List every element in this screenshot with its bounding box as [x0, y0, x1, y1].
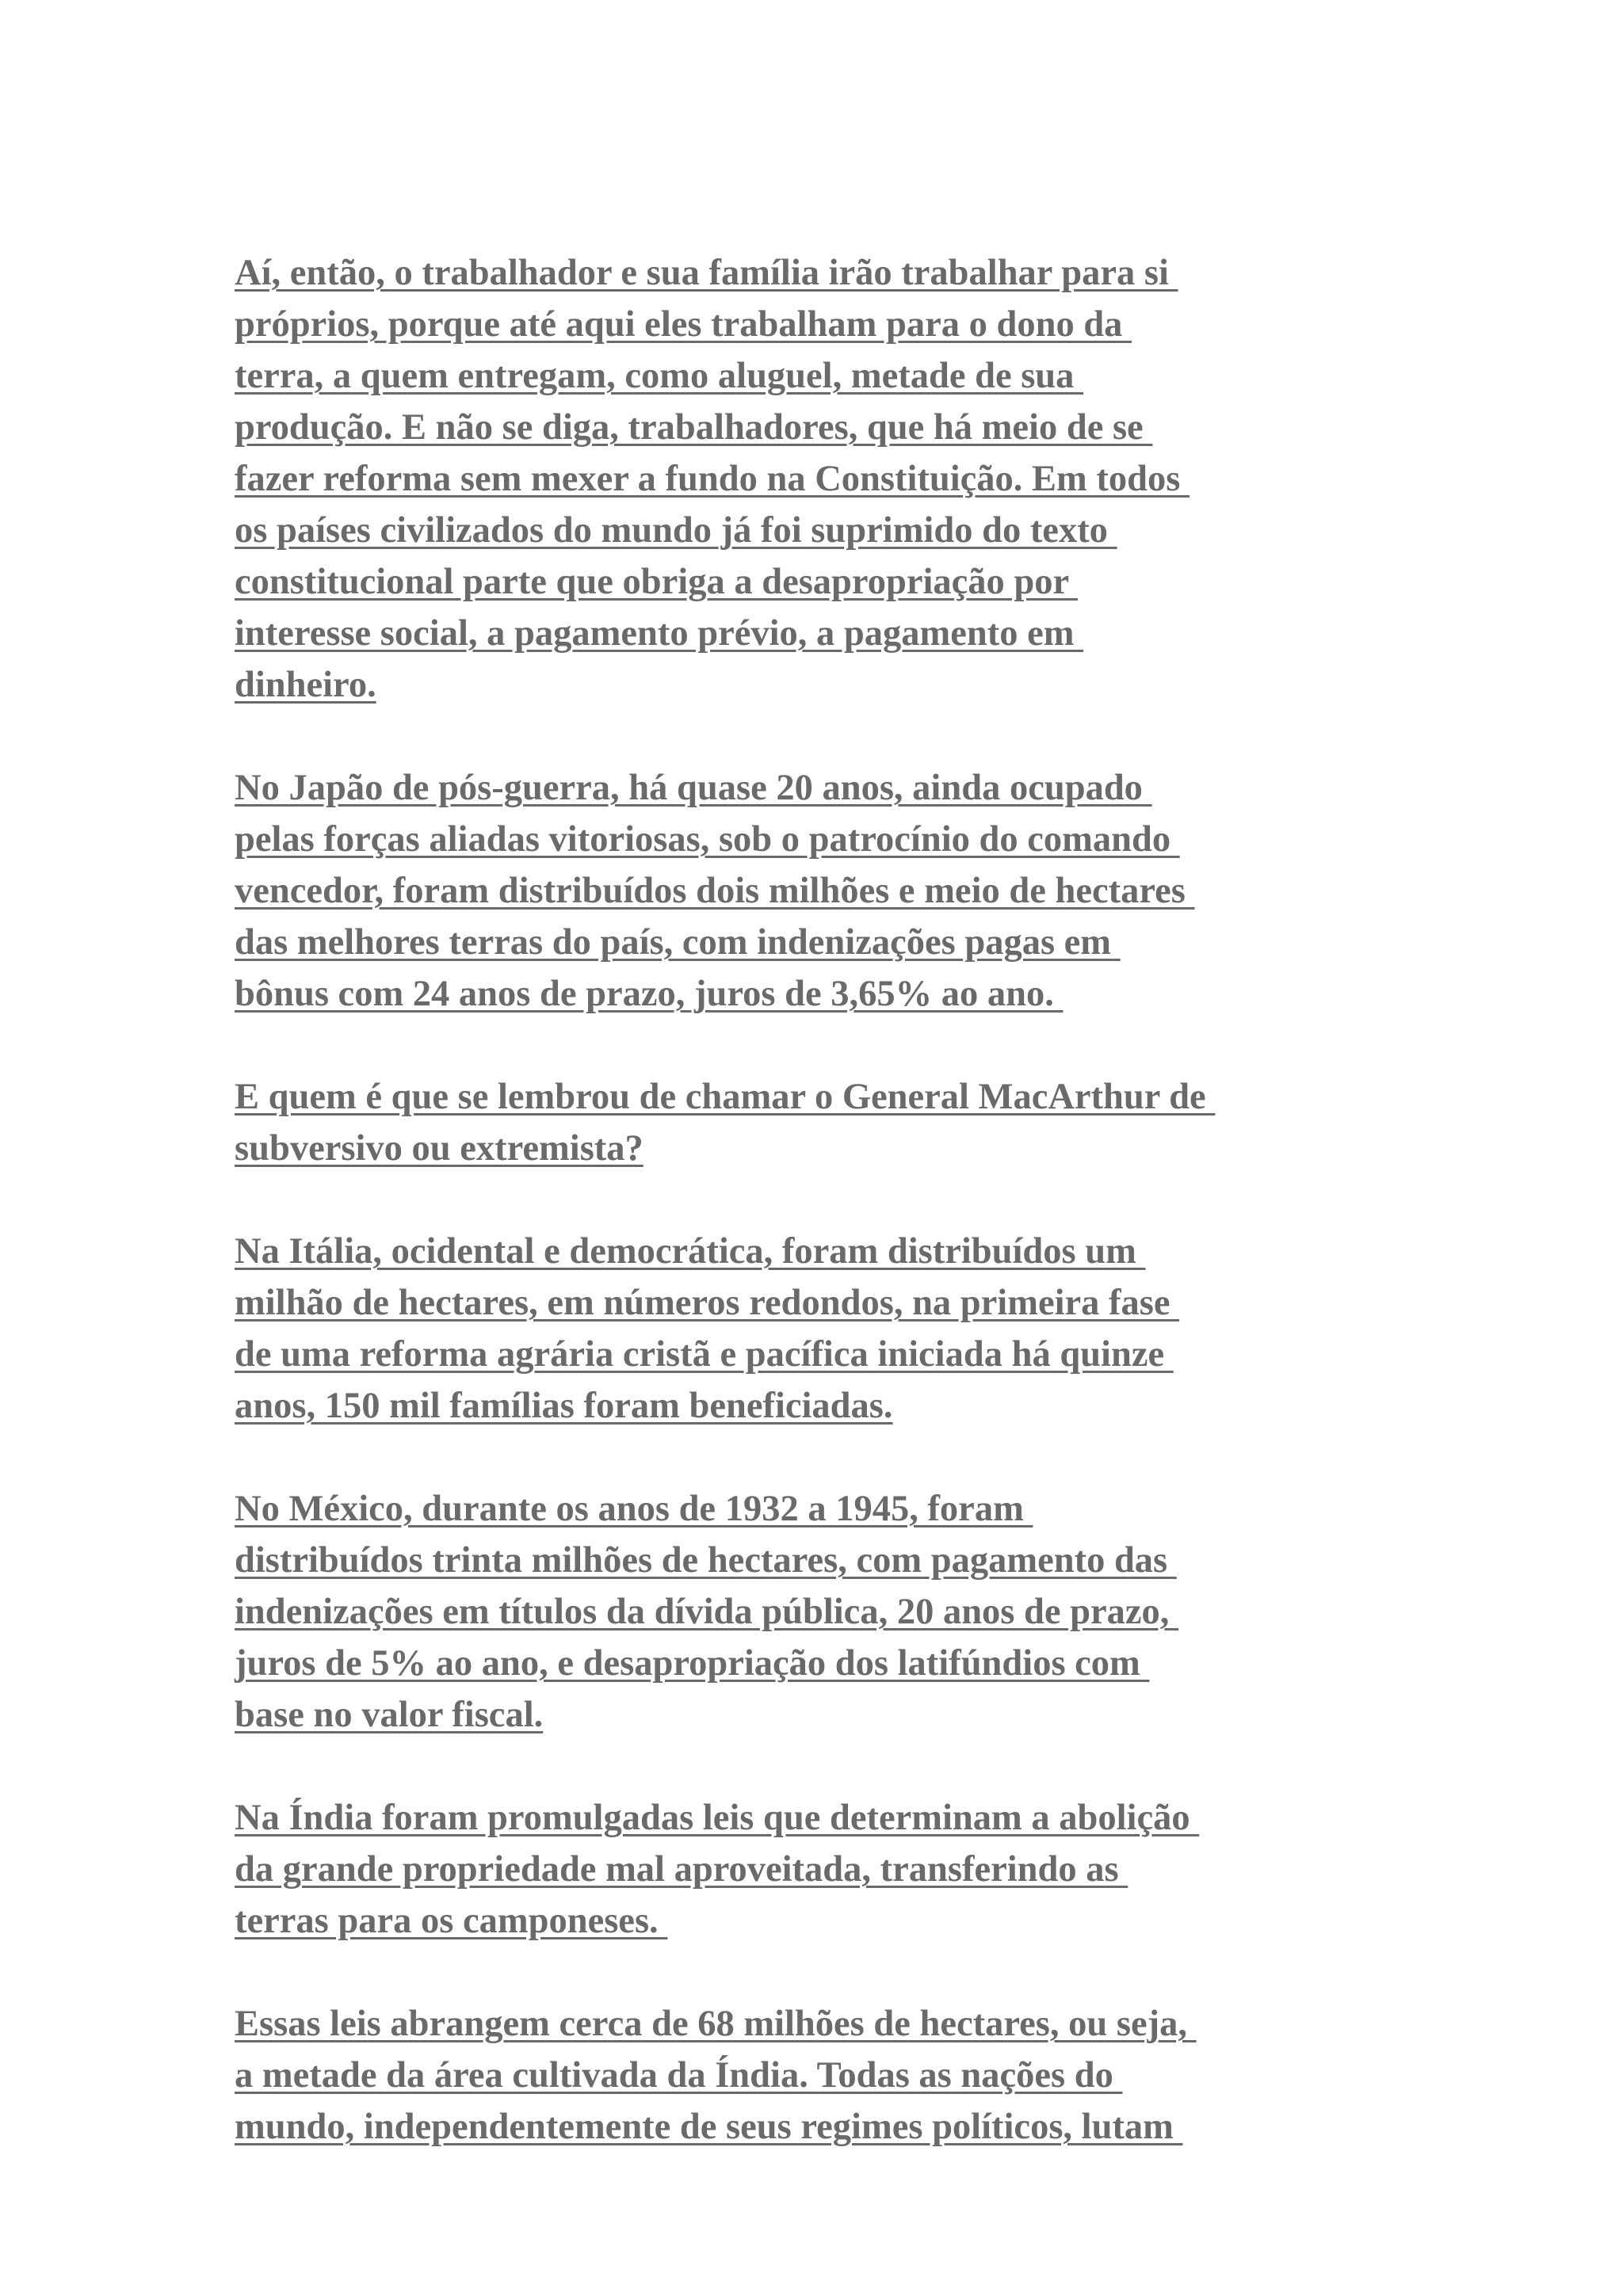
text-line: No México, durante os anos de 1932 a 1945, foram — [235, 1489, 1033, 1529]
text-line: da grande propriedade mal aproveitada, transferindo as — [235, 1849, 1128, 1890]
text-line: pelas forças aliadas vitoriosas, sob o patrocínio do comando — [235, 819, 1180, 860]
paragraph-6 — [235, 1792, 1407, 1947]
text-line: No Japão de pós-guerra, há quase 20 anos, ainda ocupado — [235, 768, 1152, 808]
text-line: próprios, porque até aqui eles trabalham para o dono da — [235, 304, 1132, 345]
text-line: de uma reforma agrária cristã e pacífica iniciada há quinze — [235, 1334, 1174, 1375]
text-line: terra, a quem entregam, como aluguel, metade de sua — [235, 356, 1084, 396]
text-line: E quem é que se lembrou de chamar o General MacArthur de — [235, 1077, 1216, 1117]
text-line: a metade da área cultivada da Índia. Todas as nações do — [235, 2055, 1123, 2096]
text-line: constitucional parte que obriga a desapropriação por — [235, 562, 1078, 602]
text-line: indenizações em títulos da dívida pública, 20 anos de prazo, — [235, 1592, 1179, 1632]
text-line: distribuídos trinta milhões de hectares, com pagamento das — [235, 1540, 1177, 1581]
text-line: Na Itália, ocidental e democrática, foram distribuídos um — [235, 1231, 1146, 1272]
text-line: milhão de hectares, em números redondos, na primeira fase — [235, 1283, 1180, 1323]
paragraph-7 — [235, 1998, 1407, 2153]
document-body — [235, 247, 1407, 2204]
text-line: Aí, então, o trabalhador e sua família irão trabalhar para si — [235, 253, 1178, 293]
text-line: anos, 150 mil famílias foram beneficiadas. — [235, 1386, 893, 1426]
text-line: bônus com 24 anos de prazo, juros de 3,65% ao ano. — [235, 974, 1064, 1014]
text-line: mundo, independentemente de seus regimes políticos, lutam — [235, 2107, 1183, 2147]
text-line: vencedor, foram distribuídos dois milhões e meio de hectares — [235, 871, 1195, 911]
paragraph-4 — [235, 1226, 1407, 1432]
text-line: juros de 5% ao ano, e desapropriação dos latifúndios com — [235, 1643, 1150, 1684]
text-line: base no valor fiscal. — [235, 1695, 544, 1735]
text-line: subversivo ou extremista? — [235, 1128, 643, 1169]
text-line: dinheiro. — [235, 665, 376, 705]
text-line: produção. E não se diga, trabalhadores, que há meio de se — [235, 407, 1153, 448]
text-line: Essas leis abrangem cerca de 68 milhões de hectares, ou seja, — [235, 2004, 1197, 2044]
text-line: os países civilizados do mundo já foi suprimido do texto — [235, 510, 1117, 551]
text-line: fazer reforma sem mexer a fundo na Constituição. Em todos — [235, 459, 1190, 499]
paragraph-3 — [235, 1071, 1407, 1174]
text-line: interesse social, a pagamento prévio, a pagamento em — [235, 613, 1084, 654]
paragraph-5 — [235, 1483, 1407, 1741]
text-line: terras para os camponeses. — [235, 1901, 668, 1941]
paragraph-2 — [235, 762, 1407, 1020]
paragraph-1 — [235, 247, 1407, 711]
text-line: das melhores terras do país, com indenizações pagas em — [235, 922, 1121, 963]
text-line: Na Índia foram promulgadas leis que determinam a abolição — [235, 1798, 1200, 1838]
